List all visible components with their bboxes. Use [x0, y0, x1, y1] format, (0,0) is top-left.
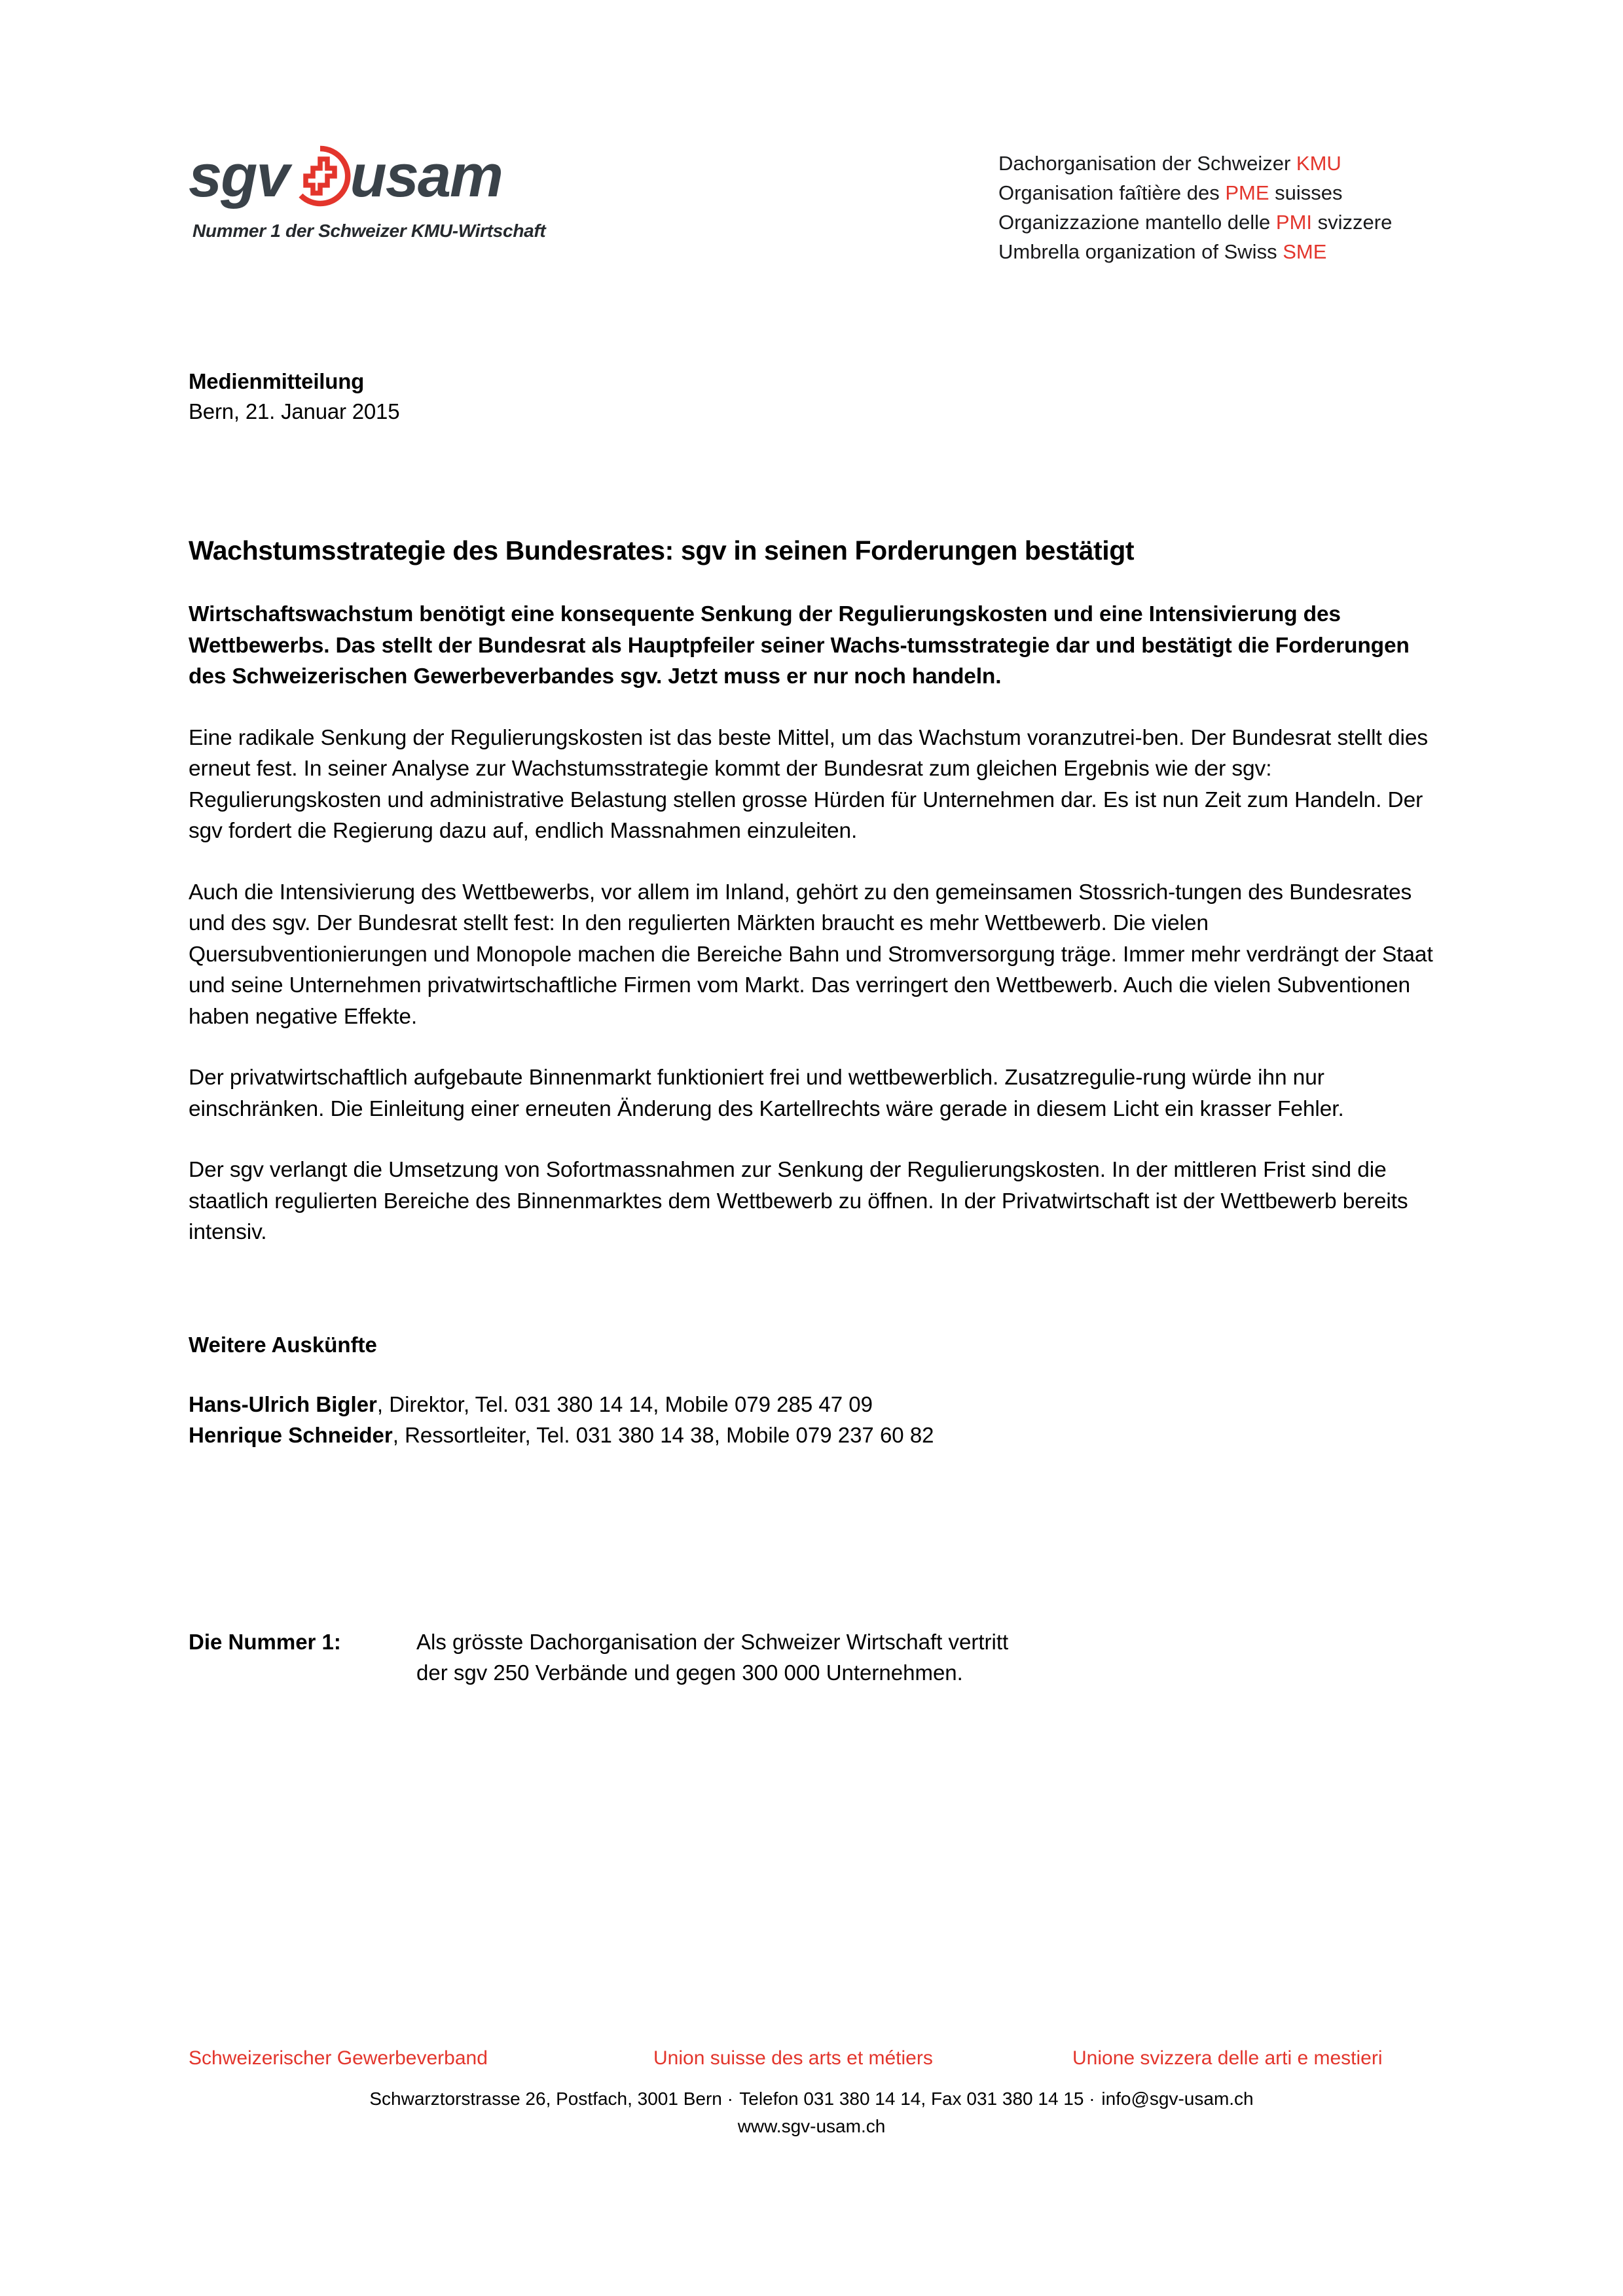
footer-name-de: Schweizerischer Gewerbeverband — [189, 2047, 488, 2069]
language-it-accent: PMI — [1275, 211, 1313, 234]
lead-paragraph: Wirtschaftswachstum benötigt eine konsequente Senkung der Regulierungskosten und eine Intensivierung des Wettbewerbs. Das stellt der Bundesrat als Hauptpfeiler seiner Wachs-tumsstrategie dar und bestätigt die Forderungen des Schweizerischen Gewerbeverbandes sgv. Jetzt muss er nur noch handeln. — [189, 602, 1410, 689]
body-paragraph-1: Eine radikale Senkung der Regulierungskosten ist das beste Mittel, um das Wachstum voranzutrei-ben. Der Bundesrat stellt dies erneut fest. In seiner Analyse zur Wachstumsstrategie kommt der Bundesrat zum gleichen Ergebnis wie der sgv: Regulierungskosten und administrative Belastung stellen grosse Hürden für Unternehmen dar. Es ist nun Zeit zum Handeln. Der sgv fordert die Regierung dazu auf, endlich Massnahmen einzuleiten. — [189, 725, 1428, 843]
page-footer — [0, 2047, 1623, 2140]
footer-email-link[interactable]: info@sgv-usam.ch — [1101, 2089, 1254, 2109]
body-paragraph-2: Auch die Intensivierung des Wettbewerbs, vor allem im Inland, gehört zu den gemeinsamen Stossrich-tungen des Bundesrates und des sgv. Der Bundesrat stellt fest: In den regulierten Märkten braucht es mehr Wettbewerb. Die vielen Quersubventionierungen und Monopole machen die Bereiche Bahn und Stromversorgung träge. Immer mehr verdrängt der Staat und seine Unternehmen privatwirtschaftliche Firmen vom Markt. Das verringert den Wettbewerb. Auch die vielen Subventionen haben negative Effekte. — [189, 880, 1433, 1029]
contact-row-2 — [189, 1420, 1452, 1451]
nummer-eins-label: Die Nummer 1: — [189, 1629, 341, 1654]
organization-languages — [998, 149, 1392, 266]
page-header — [0, 141, 1623, 298]
language-fr-prefix: Organisation faîtière des — [998, 181, 1226, 204]
footer-address-text: Schwarztorstrasse 26, Postfach, 3001 Bern — [369, 2089, 722, 2109]
language-line-de — [998, 149, 1392, 178]
language-de-prefix: Dachorganisation der Schweizer — [998, 152, 1296, 175]
footer-separator-1: · — [727, 2089, 735, 2109]
footer-website-link[interactable]: www.sgv-usam.ch — [737, 2116, 886, 2136]
contact-details-2: , Ressortleiter, Tel. 031 380 14 38, Mobile 079 237 60 82 — [392, 1423, 934, 1447]
footer-organization-names — [0, 2047, 1623, 2076]
language-en-prefix: Umbrella organization of Swiss — [998, 240, 1283, 263]
language-fr-accent: PME — [1225, 181, 1269, 204]
page-title: Wachstumsstrategie des Bundesrates: sgv in seinen Forderungen bestätigt — [189, 535, 1135, 565]
logo-wordmark — [189, 141, 545, 211]
release-type-label: Medienmitteilung — [189, 369, 365, 393]
nummer-eins-line-1: Als grösste Dachorganisation der Schweizer Wirtschaft vertritt — [416, 1629, 1009, 1654]
language-en-accent: SME — [1283, 240, 1327, 263]
language-it-prefix: Organizzazione mantello delle — [998, 211, 1276, 234]
nummer-eins-block — [189, 1626, 1452, 1689]
language-line-en — [998, 237, 1392, 266]
sgv-circle-emblem-icon — [286, 142, 354, 210]
logo-tagline: Nummer 1 der Schweizer KMU-Wirtschaft — [192, 221, 546, 241]
body-paragraph-3: Der privatwirtschaftlich aufgebaute Binnenmarkt funktioniert frei und wettbewerblich. Zusatzregulie-rung würde ihn nur einschränken. Die Einleitung einer erneuten Änderung des Kartellrechts wäre gerade in diesem Licht ein krasser Fehler. — [189, 1066, 1344, 1121]
language-fr-suffix: suisses — [1269, 181, 1343, 204]
document-body — [189, 367, 1452, 1689]
nummer-eins-description — [416, 1626, 1008, 1689]
nummer-eins-line-2: der sgv 250 Verbände und gegen 300 000 Unternehmen. — [416, 1660, 963, 1685]
logo-word-usam: usam — [350, 143, 502, 209]
contact-name-2: Henrique Schneider — [189, 1423, 393, 1447]
footer-contact-line — [0, 2085, 1623, 2113]
footer-separator-2: · — [1089, 2089, 1097, 2109]
sgv-usam-logo — [189, 141, 545, 242]
release-place-date: Bern, 21. Januar 2015 — [189, 399, 400, 423]
logo-word-sgv: sgv — [189, 143, 289, 209]
contact-details-1: , Direktor, Tel. 031 380 14 14, Mobile 079 285 47 09 — [376, 1391, 873, 1416]
language-line-it — [998, 207, 1392, 237]
contact-name-1: Hans-Ulrich Bigler — [189, 1391, 377, 1416]
contacts-heading: Weitere Auskünfte — [189, 1332, 377, 1357]
language-it-suffix: svizzere — [1312, 211, 1393, 234]
contact-row-1 — [189, 1389, 1452, 1420]
language-line-fr — [998, 178, 1392, 207]
footer-name-it: Unione svizzera delle arti e mestieri — [1072, 2047, 1383, 2069]
language-de-accent: KMU — [1296, 152, 1341, 175]
footer-phone-text: Telefon 031 380 14 14, Fax 031 380 14 15 — [739, 2089, 1084, 2109]
footer-name-fr: Union suisse des arts et métiers — [653, 2047, 933, 2069]
body-paragraph-4: Der sgv verlangt die Umsetzung von Sofortmassnahmen zur Senkung der Regulierungskosten. In der mittleren Frist sind die staatlich regulierten Bereiche des Binnenmarktes dem Wettbewerb zu öffnen. In der Privatwirtschaft ist der Wettbewerb bereits intensiv. — [189, 1158, 1408, 1244]
